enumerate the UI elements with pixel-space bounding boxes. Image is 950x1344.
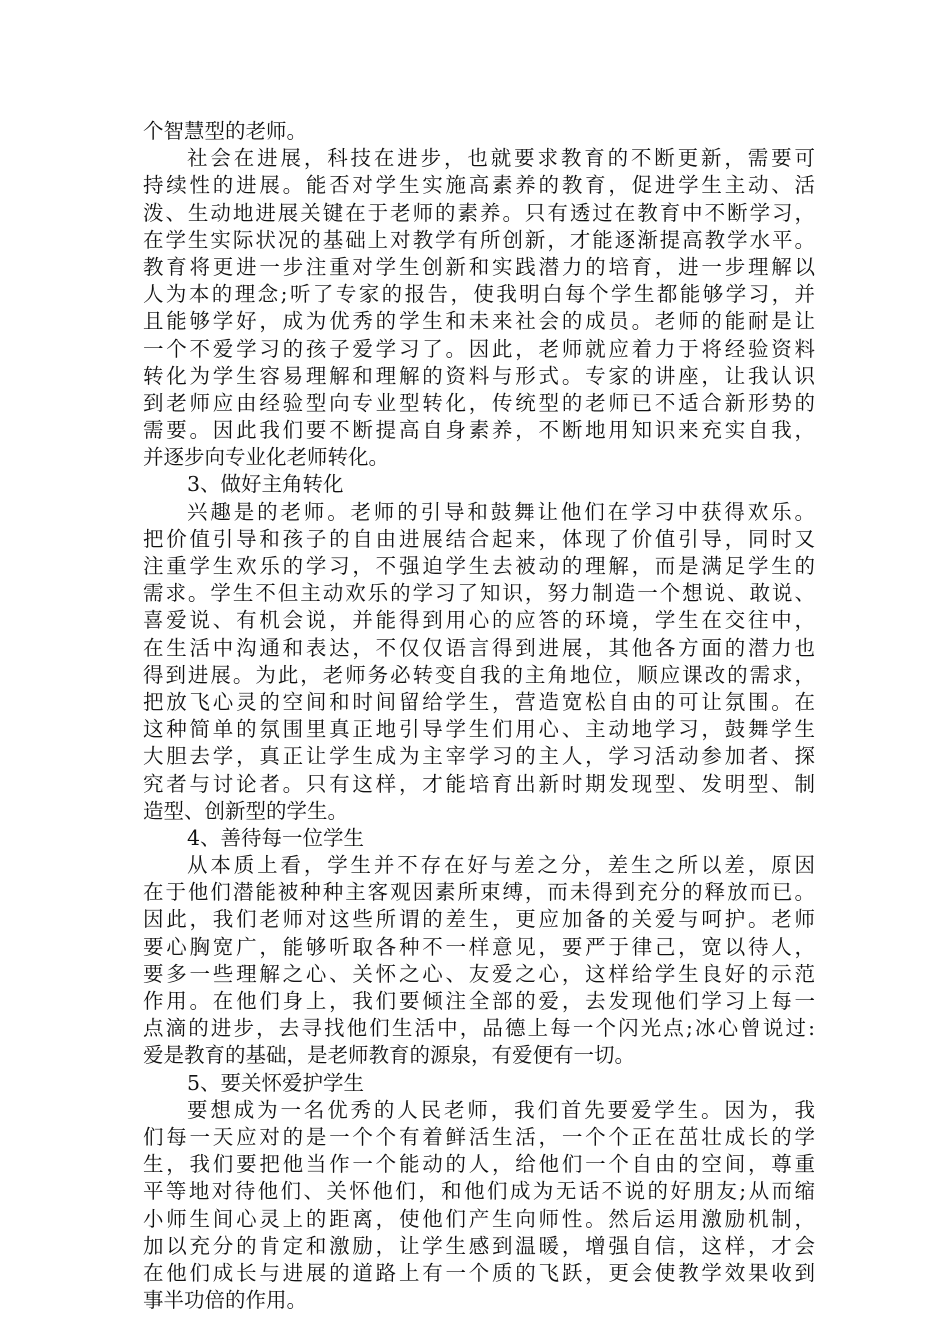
- text-line: 个智慧型的老师。: [143, 119, 307, 143]
- paragraph: [143, 118, 815, 145]
- text-line: 造型、创新型的学生。: [143, 798, 348, 823]
- paragraph: [143, 499, 815, 825]
- heading-text: 3、做好主角转化: [187, 472, 344, 497]
- text-line: 泼、生动地进展关键在于老师的素养。只有透过在教育中不断学习，: [143, 200, 815, 225]
- heading-text: 5、要关怀爱护学生: [187, 1070, 365, 1095]
- text-line: 在生活中沟通和表达，不仅仅语言得到进展，其他各方面的潜力也: [143, 635, 815, 660]
- heading-text: 4、善待每一位学生: [187, 825, 365, 850]
- text-line: 究者与讨论者。只有这样，才能培育出新时期发现型、发明型、制: [143, 771, 815, 796]
- paragraph: [143, 852, 815, 1070]
- text-line: 爱是教育的基础，是老师教育的源泉，有爱便有一切。: [143, 1043, 635, 1068]
- text-line: 大胆去学，真正让学生成为主宰学习的主人，学习活动参加者、探: [143, 744, 815, 769]
- paragraph: [143, 1097, 815, 1315]
- text-line: 在于他们潜能被种种主客观因素所束缚，而未得到充分的释放而已。: [143, 880, 815, 905]
- text-line: 点滴的进步，去寻找他们生活中，品德上每一个闪光点;冰心曾说过:: [143, 1016, 815, 1041]
- text-line: 一个不爱学习的孩子爱学习了。因此，老师就应着力于将经验资料: [143, 336, 815, 361]
- text-line: 得到进展。为此，老师务必转变自我的主角地位，顺应课改的需求，: [143, 662, 815, 687]
- text-line: 要多一些理解之心、关怀之心、友爱之心，这样给学生良好的示范: [143, 961, 815, 986]
- text-line: 转化为学生容易理解和理解的资料与形式。专家的讲座，让我认识: [143, 363, 815, 388]
- text-line: 加以充分的肯定和激励，让学生感到温暖，增强自信，这样，才会: [143, 1233, 815, 1258]
- section-heading: [143, 825, 815, 852]
- text-line: 社会在进展，科技在进步，也就要求教育的不断更新，需要可: [187, 146, 815, 171]
- text-line: 注重学生欢乐的学习，不强迫学生去被动的理解，而是满足学生的: [143, 554, 815, 578]
- text-line: 作用。在他们身上，我们要倾注全部的爱，去发现他们学习上每一: [143, 989, 815, 1013]
- text-line: 需要。因此我们要不断提高自身素养，不断地用知识来充实自我，: [143, 418, 815, 443]
- text-line: 事半功倍的作用。: [143, 1288, 307, 1313]
- section-heading: [143, 1070, 815, 1097]
- text-line: 平等地对待他们、关怀他们，和他们成为无话不说的好朋友;从而缩: [143, 1179, 815, 1204]
- text-line: 并逐步向专业化老师转化。: [143, 445, 389, 470]
- text-line: 生，我们要把他当作一个能动的人，给他们一个自由的空间，尊重: [143, 1152, 815, 1177]
- document-body: [143, 118, 815, 1314]
- text-line: 持续性的进展。能否对学生实施高素养的教育，促进学生主动、活: [143, 173, 815, 198]
- text-line: 把价值引导和孩子的自由进展结合起来，体现了价值引导，同时又: [143, 526, 815, 551]
- text-line: 到老师应由经验型向专业型转化，传统型的老师已不适合新形势的: [143, 390, 815, 415]
- paragraph: [143, 145, 815, 471]
- text-line: 要心胸宽广，能够听取各种不一样意见，要严于律己，宽以待人，: [143, 934, 815, 959]
- text-line: 在他们成长与进展的道路上有一个质的飞跃，更会使教学效果收到: [143, 1260, 815, 1285]
- text-line: 们每一天应对的是一个个有着鲜活生活，一个个正在茁壮成长的学: [143, 1124, 815, 1149]
- text-line: 且能够学好，成为优秀的学生和未来社会的成员。老师的能耐是让: [143, 309, 815, 334]
- text-line: 人为本的理念;听了专家的报告，使我明白每个学生都能够学习，并: [143, 282, 815, 307]
- text-line: 这种简单的氛围里真正地引导学生们用心、主动地学习，鼓舞学生: [143, 717, 815, 742]
- text-line: 因此，我们老师对这些所谓的差生，更应加备的关爱与呵护。老师: [143, 907, 815, 932]
- text-line: 喜爱说、有机会说，并能得到用心的应答的环境，学生在交往中，: [143, 608, 815, 633]
- text-line: 从本质上看，学生并不存在好与差之分，差生之所以差，原因: [187, 853, 815, 878]
- section-heading: [143, 471, 815, 498]
- text-line: 把放飞心灵的空间和时间留给学生，营造宽松自由的可让氛围。在: [143, 689, 815, 714]
- text-line: 在学生实际状况的基础上对教学有所创新，才能逐渐提高教学水平。: [143, 227, 815, 252]
- text-line: 需求。学生不但主动欢乐的学习了知识，努力制造一个想说、敢说、: [143, 581, 815, 606]
- text-line: 小师生间心灵上的距离，使他们产生向师性。然后运用激励机制，: [143, 1206, 815, 1231]
- text-line: 要想成为一名优秀的人民老师，我们首先要爱学生。因为，我: [187, 1097, 815, 1122]
- text-line: 教育将更进一步注重对学生创新和实践潜力的培育，进一步理解以: [143, 254, 815, 279]
- text-line: 兴趣是的老师。老师的引导和鼓舞让他们在学习中获得欢乐。: [187, 499, 815, 524]
